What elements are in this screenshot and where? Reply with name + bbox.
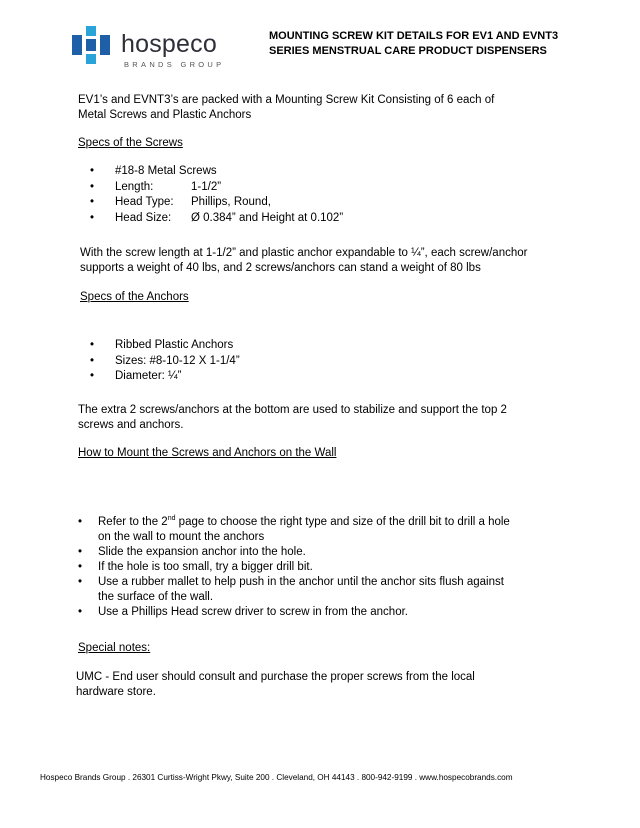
weight-note xyxy=(80,246,527,276)
extra-anchors-note xyxy=(78,403,507,433)
logo-wordmark: hospeco xyxy=(121,30,217,58)
list-item: • Head Size: Ø 0.384” and Height at 0.102” xyxy=(90,211,343,227)
hospeco-logo-icon xyxy=(72,26,110,64)
list-item: • If the hole is too small, try a bigger drill bit. xyxy=(78,560,558,575)
list-item: • Use a rubber mallet to help push in the anchor until the anchor sits flush against the surface of the wall. xyxy=(78,575,558,605)
weight-note-line-1: With the screw length at 1-1/2” and plastic anchor expandable to ¼”, each screw/anchor xyxy=(80,247,528,259)
special-note-line-2: hardware store. xyxy=(76,686,156,698)
mount-heading: How to Mount the Screws and Anchors on the Wall xyxy=(78,447,337,459)
logo-subtitle: BRANDS GROUP xyxy=(124,60,225,69)
weight-note-line-2: supports a weight of 40 lbs, and 2 screws/anchors can stand a weight of 80 lbs xyxy=(80,262,481,274)
mount-steps-list xyxy=(78,515,558,620)
anchors-spec-list xyxy=(90,338,240,385)
list-item: • Refer to the 2nd page to choose the right type and size of the drill bit to drill a hole on the wall to mount the anchors xyxy=(78,515,558,545)
list-item: • Head Type: Phillips, Round, xyxy=(90,195,343,211)
list-item: • Diameter: ¼” xyxy=(90,369,240,385)
document-title xyxy=(269,29,558,59)
special-notes-text xyxy=(76,670,475,700)
extra-note-line-2: screws and anchors. xyxy=(78,419,184,431)
list-item: • Use a Phillips Head screw driver to screw in from the anchor. xyxy=(78,605,558,620)
list-item: • Slide the expansion anchor into the hole. xyxy=(78,545,558,560)
extra-note-line-1: The extra 2 screws/anchors at the bottom are used to stabilize and support the top 2 xyxy=(78,404,507,416)
screws-heading: Specs of the Screws xyxy=(78,137,183,149)
list-item: • Length: 1-1/2” xyxy=(90,180,343,196)
special-note-line-1: UMC - End user should consult and purchase the proper screws from the local xyxy=(76,671,475,683)
intro-line-1: EV1’s and EVNT3’s are packed with a Mounting Screw Kit Consisting of 6 each of xyxy=(78,94,495,106)
list-item: • #18-8 Metal Screws xyxy=(90,164,343,180)
list-item: • Sizes: #8-10-12 X 1-1/4” xyxy=(90,354,240,370)
intro-line-2: Metal Screws and Plastic Anchors xyxy=(78,109,252,121)
anchors-heading: Specs of the Anchors xyxy=(80,291,189,303)
list-item: • Ribbed Plastic Anchors xyxy=(90,338,240,354)
screws-spec-list xyxy=(90,164,343,226)
title-line-2: SERIES MENSTRUAL CARE PRODUCT DISPENSERS xyxy=(269,45,547,57)
intro-paragraph xyxy=(78,93,494,123)
page-footer: Hospeco Brands Group . 26301 Curtiss-Wright Pkwy, Suite 200 . Cleveland, OH 44143 . 800-942-9199 . www.hospecobrands.com xyxy=(40,773,513,782)
special-notes-heading: Special notes: xyxy=(78,642,151,654)
title-line-1: MOUNTING SCREW KIT DETAILS FOR EV1 AND EVNT3 xyxy=(269,30,559,42)
